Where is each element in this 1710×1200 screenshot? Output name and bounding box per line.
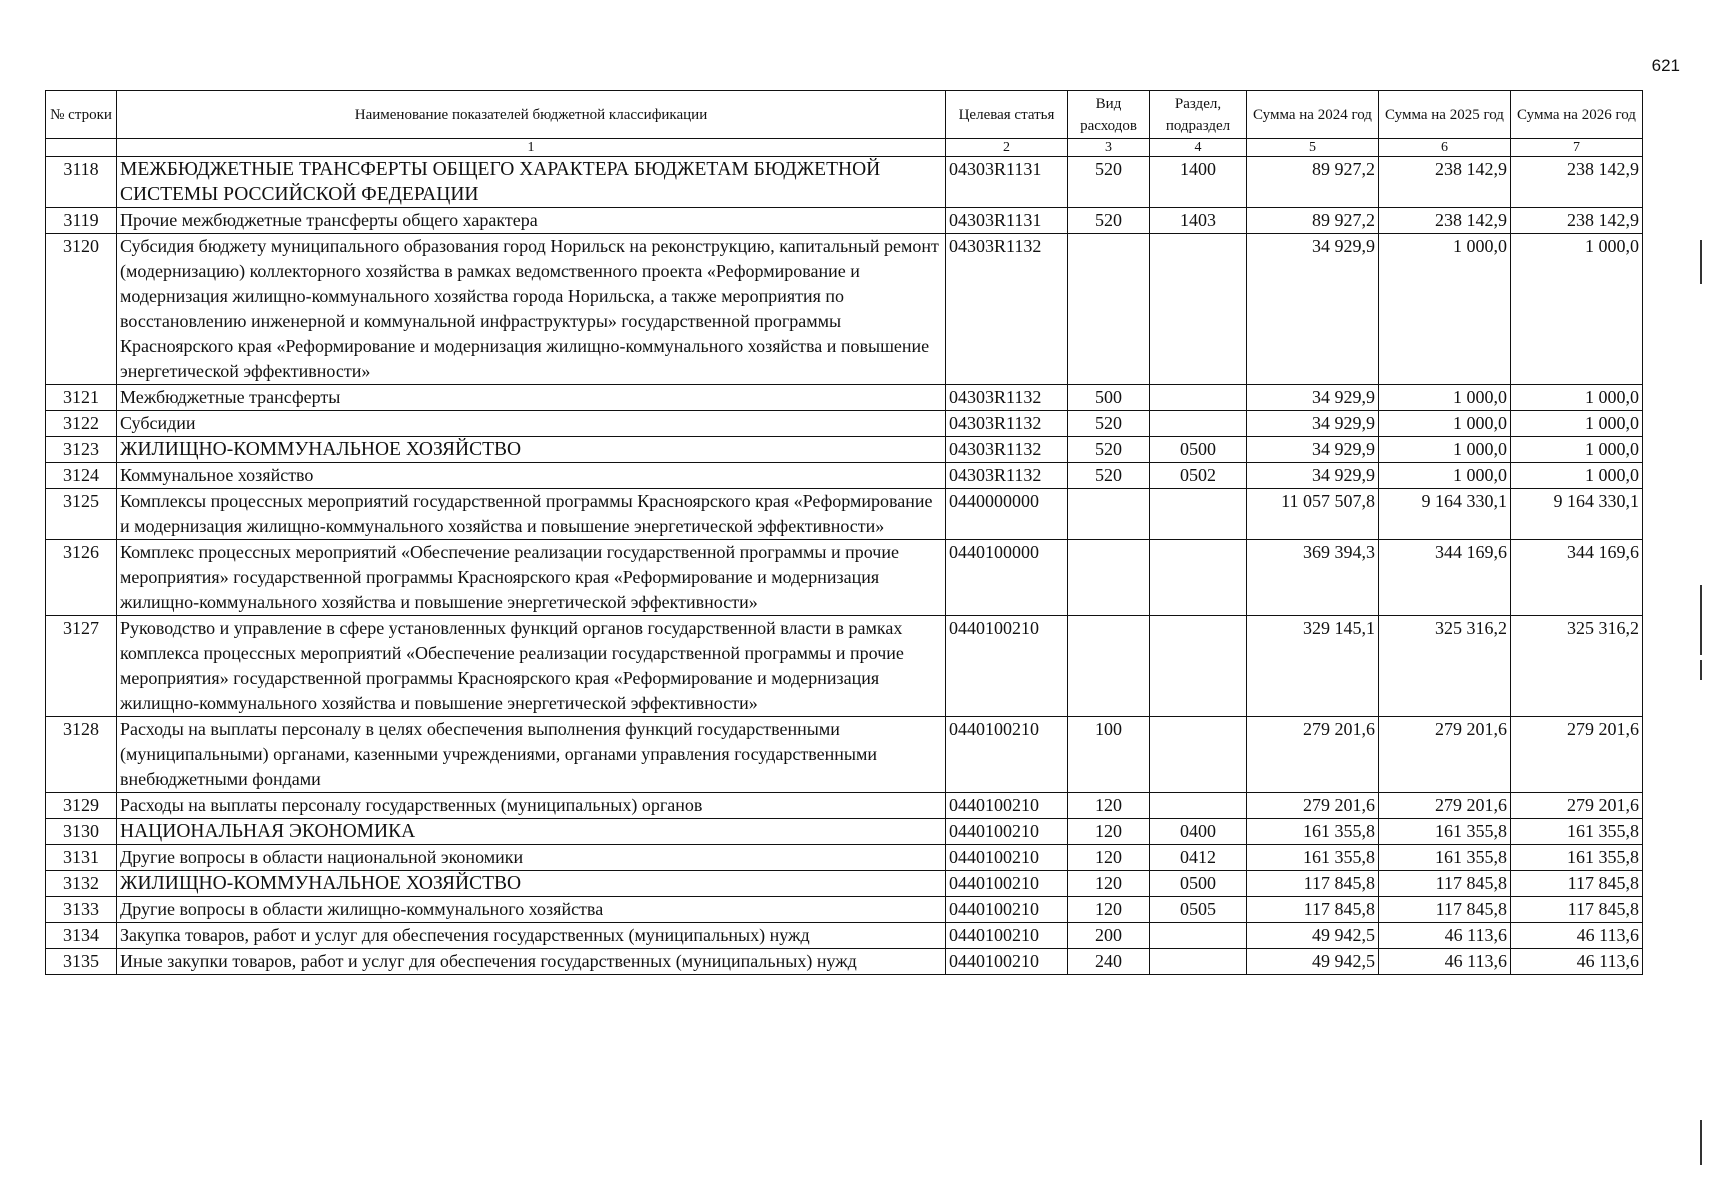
row-number: 3122: [46, 411, 117, 437]
expense-type: [1068, 234, 1150, 385]
section-subsection: [1150, 923, 1247, 949]
sum-2025: 238 142,9: [1379, 208, 1511, 234]
sum-2026: 325 316,2: [1511, 616, 1643, 717]
sum-2025: 9 164 330,1: [1379, 489, 1511, 540]
section-subsection: [1150, 616, 1247, 717]
section-subsection: 0412: [1150, 845, 1247, 871]
sum-2024: 34 929,9: [1247, 411, 1379, 437]
sum-2024: 34 929,9: [1247, 385, 1379, 411]
row-number: 3129: [46, 793, 117, 819]
sum-2026: 1 000,0: [1511, 411, 1643, 437]
column-number: 5: [1247, 139, 1379, 157]
page-number: 621: [1651, 56, 1680, 75]
indicator-name: Субсидии: [117, 411, 946, 437]
indicator-name: Комплекс процессных мероприятий «Обеспечение реализации государственной программы и прочие мероприятия» государственной программы Красноярского края «Реформирование и модернизация жилищно-коммунального хозяйства и повышение энергетической эффективности»: [117, 540, 946, 616]
sum-2025: 325 316,2: [1379, 616, 1511, 717]
expense-type: 240: [1068, 949, 1150, 975]
header-row-no: № строки: [46, 91, 117, 139]
sum-2024: 34 929,9: [1247, 463, 1379, 489]
sum-2024: 369 394,3: [1247, 540, 1379, 616]
sum-2026: 117 845,8: [1511, 871, 1643, 897]
table-row: [46, 616, 1643, 717]
sum-2026: 1 000,0: [1511, 437, 1643, 463]
expense-type: 520: [1068, 411, 1150, 437]
sum-2026: 238 142,9: [1511, 157, 1643, 208]
table-row: [46, 949, 1643, 975]
target-article: 04303R1131: [946, 208, 1068, 234]
section-subsection: 1400: [1150, 157, 1247, 208]
target-article: 0440100210: [946, 845, 1068, 871]
sum-2026: 161 355,8: [1511, 819, 1643, 845]
sum-2024: 34 929,9: [1247, 234, 1379, 385]
target-article: 0440000000: [946, 489, 1068, 540]
target-article: 04303R1132: [946, 463, 1068, 489]
table-row: [46, 437, 1643, 463]
sum-2025: 279 201,6: [1379, 793, 1511, 819]
table-row: [46, 897, 1643, 923]
header-section: Раздел, подраздел: [1150, 91, 1247, 139]
sum-2025: 1 000,0: [1379, 437, 1511, 463]
sum-2024: 161 355,8: [1247, 819, 1379, 845]
expense-type: 520: [1068, 208, 1150, 234]
indicator-name: Иные закупки товаров, работ и услуг для обеспечения государственных (муниципальных) нужд: [117, 949, 946, 975]
indicator-name: Другие вопросы в области жилищно-коммунального хозяйства: [117, 897, 946, 923]
sum-2025: 161 355,8: [1379, 845, 1511, 871]
indicator-name: Руководство и управление в сфере установленных функций органов государственной власти в рамках комплекса процессных мероприятий «Обеспечение реализации государственной программы и прочие мероприятия» государственной программы Красноярского края «Реформирование и модернизация жилищно-коммунального хозяйства и повышение энергетической эффективности»: [117, 616, 946, 717]
budget-table: [45, 90, 1643, 975]
sum-2025: 238 142,9: [1379, 157, 1511, 208]
sum-2026: 1 000,0: [1511, 385, 1643, 411]
indicator-name: Коммунальное хозяйство: [117, 463, 946, 489]
row-number: 3128: [46, 717, 117, 793]
sum-2025: 117 845,8: [1379, 871, 1511, 897]
column-number: 1: [117, 139, 946, 157]
section-subsection: [1150, 717, 1247, 793]
sum-2026: 1 000,0: [1511, 234, 1643, 385]
sum-2026: 9 164 330,1: [1511, 489, 1643, 540]
section-subsection: 0505: [1150, 897, 1247, 923]
row-number: 3124: [46, 463, 117, 489]
target-article: 0440100210: [946, 949, 1068, 975]
header-name: Наименование показателей бюджетной классификации: [117, 91, 946, 139]
expense-type: 520: [1068, 463, 1150, 489]
header-type: Вид расходов: [1068, 91, 1150, 139]
target-article: 0440100210: [946, 923, 1068, 949]
section-subsection: [1150, 411, 1247, 437]
sum-2026: 1 000,0: [1511, 463, 1643, 489]
section-subsection: 1403: [1150, 208, 1247, 234]
sum-2026: 344 169,6: [1511, 540, 1643, 616]
table-body: [46, 157, 1643, 975]
table-row: [46, 845, 1643, 871]
row-number: 3131: [46, 845, 117, 871]
sum-2026: 279 201,6: [1511, 717, 1643, 793]
sum-2024: 117 845,8: [1247, 897, 1379, 923]
sum-2026: 46 113,6: [1511, 923, 1643, 949]
sum-2025: 1 000,0: [1379, 234, 1511, 385]
table-row: [46, 208, 1643, 234]
target-article: 0440100210: [946, 616, 1068, 717]
sum-2025: 117 845,8: [1379, 897, 1511, 923]
column-number: 4: [1150, 139, 1247, 157]
target-article: 04303R1132: [946, 437, 1068, 463]
column-number: 6: [1379, 139, 1511, 157]
expense-type: 520: [1068, 157, 1150, 208]
row-number: 3118: [46, 157, 117, 208]
table-row: [46, 489, 1643, 540]
indicator-name: Прочие межбюджетные трансферты общего характера: [117, 208, 946, 234]
row-number: 3135: [46, 949, 117, 975]
sum-2025: 279 201,6: [1379, 717, 1511, 793]
table-row: [46, 871, 1643, 897]
target-article: 0440100210: [946, 819, 1068, 845]
indicator-name: ЖИЛИЩНО-КОММУНАЛЬНОЕ ХОЗЯЙСТВО: [117, 871, 946, 897]
expense-type: 100: [1068, 717, 1150, 793]
sum-2024: 11 057 507,8: [1247, 489, 1379, 540]
header-sum-2024: Сумма на 2024 год: [1247, 91, 1379, 139]
sum-2024: 49 942,5: [1247, 923, 1379, 949]
section-subsection: [1150, 385, 1247, 411]
indicator-name: Субсидия бюджету муниципального образования город Норильск на реконструкцию, капитальный ремонт (модернизацию) коллекторного хозяйства в рамках ведомственного проекта «Реформирование и модернизация жилищно-коммунального хозяйства города Норильска, а также мероприятия по восстановлению инженерной и коммунальной инфраструктуры» государственной программы Красноярского края «Реформирование и модернизация жилищно-коммунального хозяйства и повышение энергетической эффективности»: [117, 234, 946, 385]
expense-type: 120: [1068, 793, 1150, 819]
sum-2024: 89 927,2: [1247, 157, 1379, 208]
indicator-name: Комплексы процессных мероприятий государственной программы Красноярского края «Реформирование и модернизация жилищно-коммунального хозяйства и повышение энергетической эффективности»: [117, 489, 946, 540]
column-number: 3: [1068, 139, 1150, 157]
sum-2024: 34 929,9: [1247, 437, 1379, 463]
indicator-name: Расходы на выплаты персоналу государственных (муниципальных) органов: [117, 793, 946, 819]
table-row: [46, 540, 1643, 616]
table-row: [46, 463, 1643, 489]
row-number: 3119: [46, 208, 117, 234]
expense-type: 520: [1068, 437, 1150, 463]
table-row: [46, 793, 1643, 819]
sum-2026: 279 201,6: [1511, 793, 1643, 819]
sum-2024: 329 145,1: [1247, 616, 1379, 717]
indicator-name: Расходы на выплаты персоналу в целях обеспечения выполнения функций государственными (муниципальными) органами, казенными учреждениями, органами управления государственными внебюджетными фондами: [117, 717, 946, 793]
target-article: 0440100000: [946, 540, 1068, 616]
section-subsection: 0500: [1150, 871, 1247, 897]
section-subsection: 0502: [1150, 463, 1247, 489]
column-number: 2: [946, 139, 1068, 157]
expense-type: 200: [1068, 923, 1150, 949]
row-number: 3127: [46, 616, 117, 717]
table-row: [46, 234, 1643, 385]
table-row: [46, 157, 1643, 208]
sum-2024: 89 927,2: [1247, 208, 1379, 234]
sum-2025: 46 113,6: [1379, 949, 1511, 975]
target-article: 04303R1132: [946, 234, 1068, 385]
indicator-name: Закупка товаров, работ и услуг для обеспечения государственных (муниципальных) нужд: [117, 923, 946, 949]
expense-type: 120: [1068, 819, 1150, 845]
target-article: 04303R1132: [946, 411, 1068, 437]
header-sum-2026: Сумма на 2026 год: [1511, 91, 1643, 139]
sum-2024: 117 845,8: [1247, 871, 1379, 897]
row-number: 3120: [46, 234, 117, 385]
row-number: 3121: [46, 385, 117, 411]
indicator-name: Другие вопросы в области национальной экономики: [117, 845, 946, 871]
table-row: [46, 411, 1643, 437]
expense-type: [1068, 540, 1150, 616]
target-article: 04303R1131: [946, 157, 1068, 208]
row-number: 3130: [46, 819, 117, 845]
sum-2025: 1 000,0: [1379, 463, 1511, 489]
row-number: 3133: [46, 897, 117, 923]
sum-2025: 1 000,0: [1379, 411, 1511, 437]
section-subsection: [1150, 540, 1247, 616]
expense-type: [1068, 616, 1150, 717]
column-number: 7: [1511, 139, 1643, 157]
sum-2024: 161 355,8: [1247, 845, 1379, 871]
row-number: 3125: [46, 489, 117, 540]
section-subsection: 0500: [1150, 437, 1247, 463]
indicator-name: ЖИЛИЩНО-КОММУНАЛЬНОЕ ХОЗЯЙСТВО: [117, 437, 946, 463]
sum-2025: 344 169,6: [1379, 540, 1511, 616]
indicator-name: МЕЖБЮДЖЕТНЫЕ ТРАНСФЕРТЫ ОБЩЕГО ХАРАКТЕРА БЮДЖЕТАМ БЮДЖЕТНОЙ СИСТЕМЫ РОССИЙСКОЙ ФЕДЕРАЦИИ: [117, 157, 946, 208]
expense-type: 120: [1068, 845, 1150, 871]
target-article: 0440100210: [946, 897, 1068, 923]
row-number: 3123: [46, 437, 117, 463]
target-article: 0440100210: [946, 871, 1068, 897]
table-row: [46, 385, 1643, 411]
sum-2026: 46 113,6: [1511, 949, 1643, 975]
indicator-name: Межбюджетные трансферты: [117, 385, 946, 411]
sum-2026: 161 355,8: [1511, 845, 1643, 871]
table-row: [46, 717, 1643, 793]
row-number: 3132: [46, 871, 117, 897]
table-header: [46, 91, 1643, 157]
section-subsection: [1150, 489, 1247, 540]
target-article: 04303R1132: [946, 385, 1068, 411]
indicator-name: НАЦИОНАЛЬНАЯ ЭКОНОМИКА: [117, 819, 946, 845]
column-number-blank: [46, 139, 117, 157]
header-sum-2025: Сумма на 2025 год: [1379, 91, 1511, 139]
sum-2024: 279 201,6: [1247, 793, 1379, 819]
expense-type: [1068, 489, 1150, 540]
row-number: 3126: [46, 540, 117, 616]
sum-2025: 1 000,0: [1379, 385, 1511, 411]
sum-2025: 161 355,8: [1379, 819, 1511, 845]
sum-2025: 46 113,6: [1379, 923, 1511, 949]
sum-2026: 117 845,8: [1511, 897, 1643, 923]
sum-2026: 238 142,9: [1511, 208, 1643, 234]
section-subsection: 0400: [1150, 819, 1247, 845]
table-row: [46, 819, 1643, 845]
section-subsection: [1150, 234, 1247, 385]
expense-type: 120: [1068, 871, 1150, 897]
section-subsection: [1150, 793, 1247, 819]
target-article: 0440100210: [946, 793, 1068, 819]
sum-2024: 49 942,5: [1247, 949, 1379, 975]
expense-type: 500: [1068, 385, 1150, 411]
target-article: 0440100210: [946, 717, 1068, 793]
section-subsection: [1150, 949, 1247, 975]
expense-type: 120: [1068, 897, 1150, 923]
row-number: 3134: [46, 923, 117, 949]
table-row: [46, 923, 1643, 949]
header-target: Целевая статья: [946, 91, 1068, 139]
sum-2024: 279 201,6: [1247, 717, 1379, 793]
